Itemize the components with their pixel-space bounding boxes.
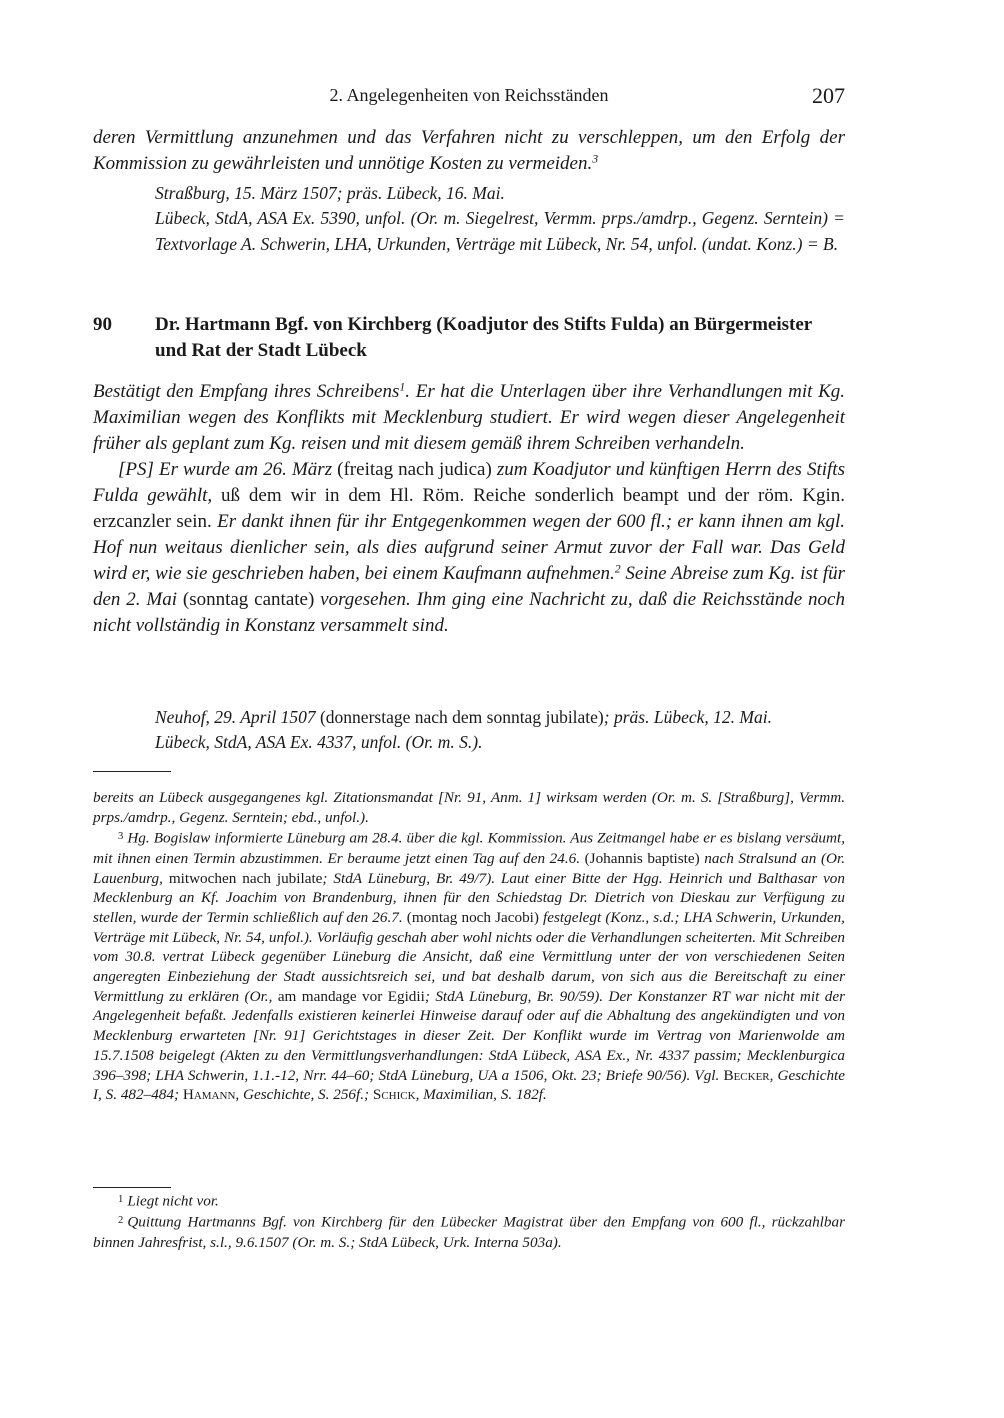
intro-source-block: [155, 181, 845, 257]
intro-paragraph: [93, 125, 845, 177]
footnote-marker: 3: [592, 152, 599, 166]
text-run: , Maximilian, S. 182f.: [415, 1086, 547, 1104]
text-run: Liegt nicht vor.: [127, 1192, 219, 1210]
source-line: [155, 181, 845, 206]
running-title: 2. Angelegenheiten von Reichsständen: [329, 85, 609, 105]
text-run: (montag noch Jacobi): [402, 908, 544, 926]
text-run: vorgesehen. Ihm ging eine Nachricht zu, daß die Reichsstände noch nicht vollständig in Konstanz versammelt sind.: [93, 589, 845, 636]
text-run: Straßburg, 15. März 1507; präs. Lübeck, 16. Mai.: [155, 183, 505, 203]
source-line: [155, 705, 845, 730]
source-line: [155, 206, 845, 257]
footnote-marker: 1: [399, 380, 406, 394]
text-run: (sonntag cantate): [177, 589, 321, 610]
running-header: [93, 83, 845, 109]
text-run: Seine Abreise zum Kg. ist für den 2. Mai: [93, 563, 845, 610]
text-run: deren Vermittlung anzunehmen und das Verfahren nicht zu verschleppen, um den Erfolg der Kommission zu gewährleisten und unnötige Kosten zu vermeiden.: [93, 127, 845, 174]
text-run: am mandage vor Egidii: [272, 987, 425, 1005]
text-run: nach Stralsund an (Or. Lauenburg,: [93, 849, 845, 887]
text-run: (freitag nach judica): [332, 459, 497, 480]
text-run: [PS] Er wurde am 26. März: [118, 459, 333, 480]
text-run: Hamann: [182, 1086, 236, 1104]
text-run: ; StdA Lüneburg, Br. 90/59). Der Konstanzer RT war nicht mit der Angelegenheit befaßt. Jedenfalls existieren keinerlei Hinweise darauf oder auf die Abhaltung des angekündigten und von Mecklenburg erwarteten [Nr. 91] Gerichtstages in dieser Zeit. Der Konflikt wurde im Vertrag von Marienwolde am 15.7.1508 beigelegt (Akten zu den Vermittlungsverhandlungen: StdA Lübeck, ASA Ex., Nr. 4337 passim; Mecklenburgica 396–398; LHA Schwerin, 1.1.-12, Nrr. 44–60; StdA Lüneburg, UA a 1506, Okt. 23; Briefe 90/56). Vgl.: [93, 987, 845, 1084]
footnote-divider: [93, 771, 171, 772]
text-run: Neuhof, 29. April 1507: [155, 707, 316, 727]
footnote-marker: 2: [118, 1215, 124, 1227]
text-run: festgelegt (Konz., s.d.; LHA Schwerin, Urkunden, Verträge mit Lübeck, Nr. 54, unfol.). Vorläufig geschah aber wohl nichts oder die Verhandlungen scheiterten. Mit Schreiben vom 30.8. vertrat Lübeck gegenüber Lüneburg die Ansicht, daß eine Vermittlung unter der von verschiedenen Seiten angeregten Einbeziehung der Stadt aussichtsreich sei, und bat deshalb darum, von sich aus die Bereitschaft zu einer Vermittlung zu erklären (Or.,: [93, 908, 845, 1005]
text-run: bereits an Lübeck ausgegangenes kgl. Zitationsmandat [Nr. 91, Anm. 1] wirksam werden (Or. m. S. [Straßburg], Vermm. prps./amdrp., Gegenz. Serntein; ebd., unfol.).: [93, 789, 845, 826]
text-run: Hg. Bogislaw informierte Lüneburg am 28.4. über die kgl. Kommission. Aus Zeitmangel habe er es bislang versäumt, mit ihnen einen Termin abzustimmen. Er beraume jetzt einen Tag auf den 24.6.: [93, 830, 845, 867]
text-run: Becker: [723, 1066, 770, 1084]
text-run: ; StdA Lüneburg, Br. 49/7). Laut einer Bitte der Hgg. Heinrich und Balthasar von Mecklenburg an Kf. Joachim von Brandenburg, ihnen für den Schiedstag Dr. Dietrich von Dieskau zur Verfügung zu stellen, wurde der Termin schließlich auf den 26.7.: [93, 869, 845, 926]
document-heading: [93, 312, 845, 364]
text-run: , Geschichte I, S. 482–484;: [93, 1066, 845, 1104]
text-run: (Johannis baptiste): [580, 849, 705, 867]
footnote-2: [93, 1211, 845, 1252]
text-run: Bestätigt den Empfang ihres Schreibens: [93, 381, 400, 402]
regest-paragraph: [93, 379, 845, 457]
text-run: , Geschichte, S. 256f.;: [235, 1086, 373, 1104]
footnote-marker: 3: [118, 831, 124, 843]
text-run: (donnerstage nach dem sonntag jubilate): [315, 707, 604, 727]
text-run: Quittung Hartmanns Bgf. von Kirchberg für den Lübecker Magistrat über den Empfang von 600 fl., rückzahlbar binnen Jahresfrist, s.l., 9.6.1507 (Or. m. S.; StdA Lübeck, Urk. Interna 503a).: [93, 1214, 845, 1251]
text-run: Er dankt ihnen für ihr Entgegenkommen wegen der 600 fl.; er kann ihnen am kgl. Hof nun weitaus dienlicher sein, als dies aufgrund seiner Armut zuvor der Fall war. Das Geld wird er, wie sie geschrieben haben, bei einem Kaufmann aufnehmen.: [93, 511, 845, 584]
footnotes: [93, 1190, 845, 1253]
text-run: ; präs. Lübeck, 12. Mai.: [603, 707, 772, 727]
footnote-1: [93, 1190, 845, 1211]
document-number: 90: [93, 314, 112, 335]
footnote-continuation: [93, 788, 845, 827]
text-run: Lübeck, StdA, ASA Ex. 4337, unfol. (Or. m. S.).: [155, 732, 483, 753]
text-run: Schick: [372, 1086, 416, 1104]
footnote-3: [93, 827, 845, 1105]
footnote-marker: 2: [614, 562, 621, 576]
source-line: [155, 730, 845, 755]
text-run: Lübeck, StdA, ASA Ex. 5390, unfol. (Or. m. Siegelrest, Vermm. prps./amdrp., Gegenz. Serntein) = Textvorlage A. Schwerin, LHA, Urkunden, Verträge mit Lübeck, Nr. 54, unfol. (undat. Konz.) = B.: [155, 208, 845, 254]
footnotes-previous: [93, 788, 845, 1105]
text-run: zum Koadjutor und künftigen Herrn des Stifts Fulda gewählt,: [93, 459, 845, 506]
postscript-paragraph: [93, 457, 845, 639]
text-run: . Er hat die Unterlagen über ihre Verhandlungen mit Kg. Maximilian wegen des Konflikts mit Mecklenburg studiert. Er wird wegen dieser Angelegenheit früher als geplant zum Kg. reisen und mit diesem gemäß ihrem Schreiben verhandeln.: [93, 381, 846, 454]
footnote-marker: 1: [118, 1194, 124, 1205]
document-title: Dr. Hartmann Bgf. von Kirchberg (Koadjutor des Stifts Fulda) an Bürgermeister und Rat der Stadt Lübeck: [155, 314, 812, 361]
text-run: uß dem wir in dem Hl. Röm. Reiche sonderlich beampt und der röm. Kgin. erzcanzler sein.: [93, 485, 845, 532]
footnote-divider: [93, 1187, 171, 1188]
text-run: mitwochen nach jubilate: [162, 869, 323, 887]
document-body: [93, 379, 845, 639]
page-number: 207: [812, 83, 845, 108]
document-source-block: [155, 705, 845, 756]
